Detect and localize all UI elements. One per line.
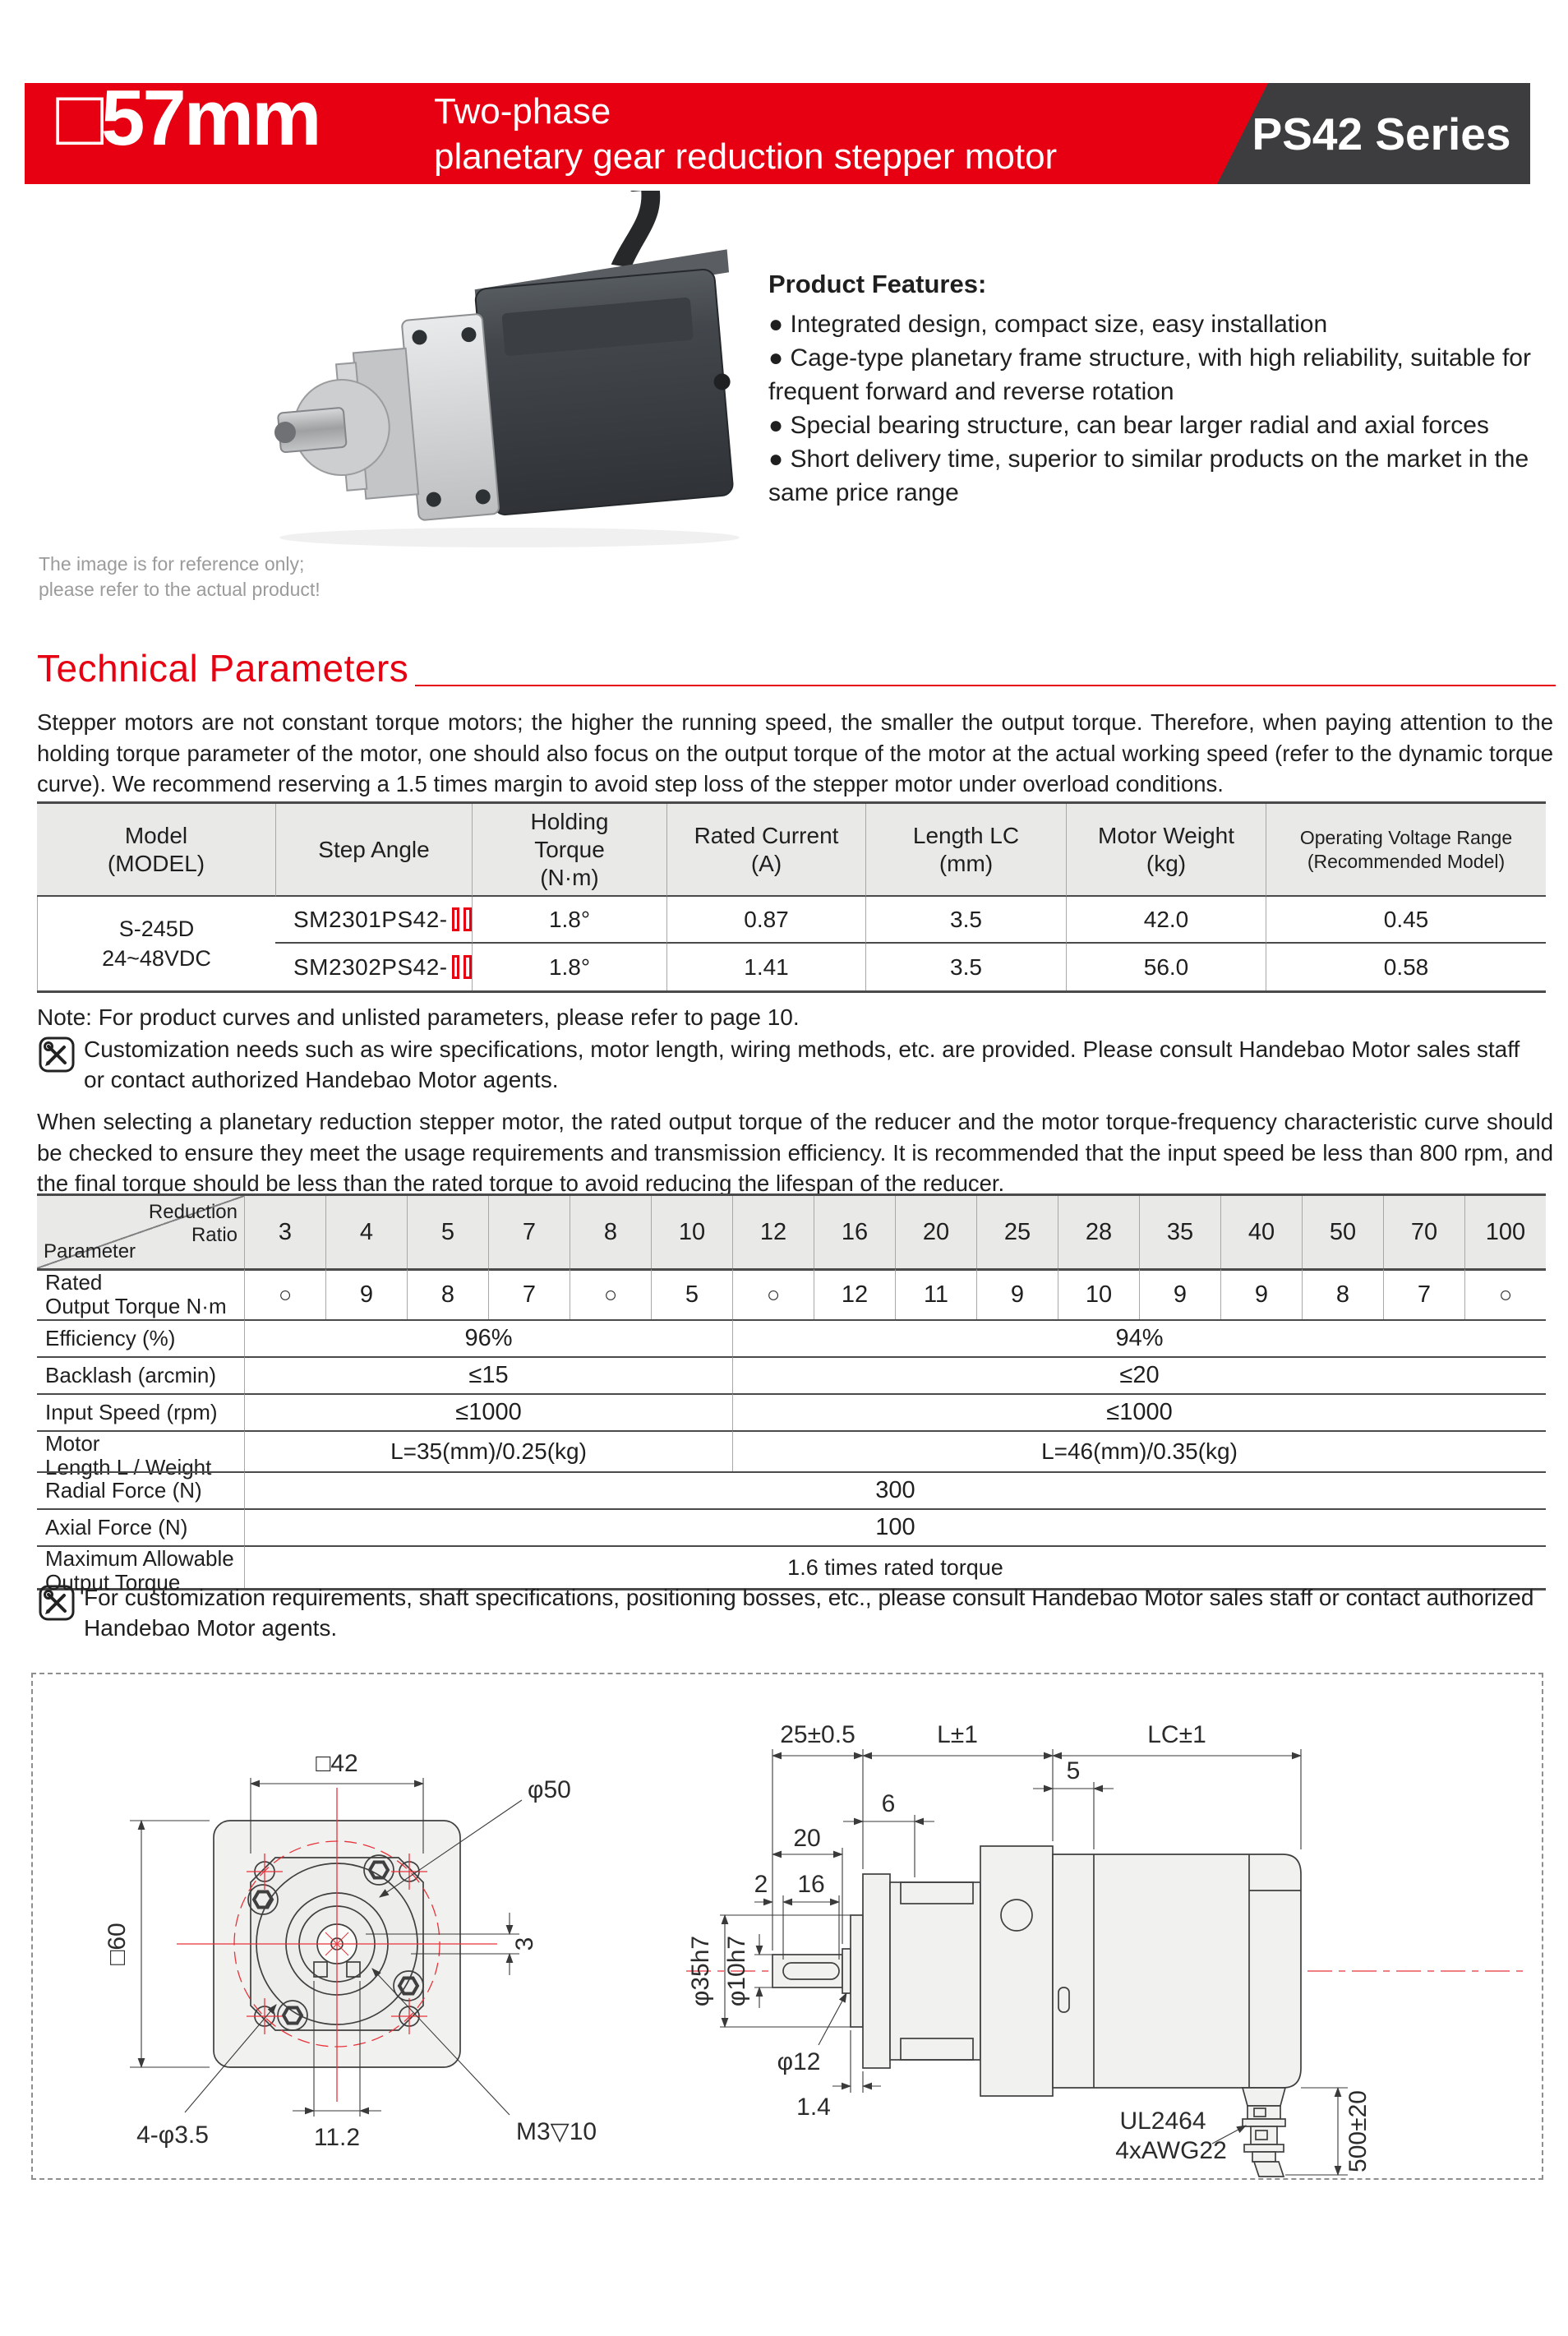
col-length-l2: (mm) (938, 850, 994, 876)
ratio-header: 12 (732, 1196, 814, 1268)
side-view-drawing (674, 1700, 1537, 2178)
length-cell: 42.0 (1066, 897, 1266, 944)
col-voltage-l1: Operating Voltage Range (1299, 826, 1513, 848)
model-cell (275, 897, 472, 944)
rated-value: 8 (1302, 1268, 1383, 1319)
ratio-header: 35 (1139, 1196, 1220, 1268)
ratio-header: 8 (570, 1196, 651, 1268)
rated-l2: Output Torque N·m (45, 1294, 227, 1318)
weight-cell: 0.45 (1266, 897, 1546, 944)
dim-2: 2 (754, 1871, 768, 1898)
customization-note-line1: Customization needs such as wire specifications, motor length, wiring methods, etc. are provided. Please consult Handebao Motor sales staff (84, 1036, 1520, 1062)
col-torque-l3: (N·m) (540, 864, 599, 890)
ratio-header: 16 (814, 1196, 895, 1268)
section-title: Technical Parameters (37, 647, 409, 690)
dim-1-4: 1.4 (796, 2094, 831, 2121)
dim-m3-depth: M3▽10 (516, 2118, 597, 2145)
voltage-model: S-245D (118, 916, 195, 941)
col-weight-l1: Motor Weight (1098, 822, 1234, 848)
col-weight-l2: (kg) (1146, 850, 1187, 876)
motor-assembly (255, 191, 748, 534)
photo-shadow (279, 528, 740, 547)
customization-icon (38, 1036, 76, 1073)
dim-4-holes: 4-φ3.5 (136, 2121, 209, 2149)
series-name: PS42 Series (1252, 108, 1511, 159)
dim-6: 6 (881, 1790, 896, 1817)
radial-force-value: 300 (244, 1471, 1546, 1508)
max-torque-value: 1.6 times rated torque (244, 1545, 1546, 1588)
rated-value: 7 (488, 1268, 570, 1319)
col-current-l2: (A) (750, 850, 782, 876)
backlash-label: Backlash (arcmin) (37, 1356, 244, 1393)
weight-cell: 0.58 (1266, 944, 1546, 990)
col-holding-torque (472, 804, 666, 897)
dim-5: 5 (1066, 1757, 1081, 1784)
axial-force-value: 100 (244, 1508, 1546, 1545)
dim-500: 500±20 (1344, 2090, 1372, 2172)
product-photo (238, 191, 764, 552)
max-torque-l2: Output Torque (45, 1570, 181, 1595)
efficiency-left: 96% (244, 1319, 732, 1356)
col-step-angle: Step Angle (275, 804, 472, 897)
rated-value: 9 (325, 1268, 407, 1319)
customization-icon (38, 1584, 76, 1622)
side-view-geometry (772, 1846, 1301, 2177)
dim-LC: LC±1 (1147, 1721, 1206, 1748)
voltage-cell (37, 897, 275, 990)
axial-force-label: Axial Force (N) (37, 1508, 244, 1545)
customization-note2-line2: Handebao Motor agents. (84, 1615, 338, 1641)
max-torque-l1: Maximum Allowable (45, 1546, 234, 1571)
torque-cell: 1.41 (666, 944, 865, 990)
intro-paragraph: Stepper motors are not constant torque motors; the higher the running speed, the smaller the output torque. Therefore, when paying attention to the holding torque parameter of the motor, one should also focus on the output torque of the motor at the actual working speed (refer to the dynamic torque curve). We recommend reserving a 1.5 times margin to avoid step loss of the stepper motor under overload conditions. (37, 709, 1553, 796)
rated-value: 5 (651, 1268, 732, 1319)
model-placeholder-square (452, 955, 460, 979)
rated-value: ○ (1464, 1268, 1546, 1319)
cable-spec-line1: UL2464 (1119, 2107, 1206, 2135)
ratio-header: 100 (1464, 1196, 1546, 1268)
rated-value: 10 (1058, 1268, 1139, 1319)
dim-phi50: φ50 (528, 1776, 571, 1803)
col-model (37, 804, 275, 897)
rated-value: 9 (1220, 1268, 1302, 1319)
model-placeholder-square (463, 907, 472, 931)
backlash-left: ≤15 (244, 1356, 732, 1393)
ratio-header: 7 (488, 1196, 570, 1268)
motor-length-l2: Length L / Weight (45, 1455, 212, 1480)
features-title: Product Features: (768, 270, 987, 298)
dim-11-2: 11.2 (313, 2124, 361, 2151)
col-model-l2: (MODEL) (107, 850, 205, 876)
customization-note-2 (84, 1582, 1555, 1643)
dim-20: 20 (793, 1825, 821, 1852)
col-rated-current (666, 804, 865, 897)
feature-item: ● Short delivery time, superior to similar products on the market in the same price range (768, 446, 1529, 506)
motor-length-right: L=46(mm)/0.35(kg) (732, 1430, 1546, 1471)
ratio-header: 4 (325, 1196, 407, 1268)
model-cell (275, 944, 472, 990)
input-speed-label: Input Speed (rpm) (37, 1393, 244, 1430)
current-cell: 3.5 (865, 944, 1066, 990)
dim-square42: □42 (316, 1750, 358, 1777)
feature-item: ● Integrated design, compact size, easy installation (768, 311, 1328, 338)
col-motor-weight (1066, 804, 1266, 897)
ratio-header: 5 (407, 1196, 488, 1268)
ratio-header: 3 (244, 1196, 325, 1268)
motor-length-label (37, 1430, 244, 1480)
reduction-ratio-table (37, 1193, 1546, 1595)
ratio-header: 20 (895, 1196, 976, 1268)
ratio-header: 70 (1383, 1196, 1464, 1268)
page-note: Note: For product curves and unlisted parameters, please refer to page 10. (37, 1004, 800, 1030)
ratio-header: 10 (651, 1196, 732, 1268)
cable-spec-line2: 4xAWG22 (1115, 2137, 1227, 2164)
rated-value: 7 (1383, 1268, 1464, 1319)
efficiency-right: 94% (732, 1319, 1546, 1356)
cable-gland (1243, 2088, 1285, 2177)
model-text: SM2302PS42- (293, 953, 448, 980)
rated-torque-label (37, 1268, 244, 1319)
customization-note-line2: or contact authorized Handebao Motor agents. (84, 1067, 559, 1092)
step-cell: 1.8° (472, 897, 666, 944)
efficiency-label: Efficiency (%) (37, 1319, 244, 1356)
input-speed-left: ≤1000 (244, 1393, 732, 1430)
customization-note2-line1: For customization requirements, shaft specifications, positioning bosses, etc., please consult Handebao Motor sales staff or contact authorized (84, 1585, 1534, 1610)
dim-25: 25±0.5 (780, 1721, 855, 1748)
header-subtitle (434, 89, 1057, 179)
feature-item: ● Cage-type planetary frame structure, with high reliability, suitable for frequent forward and reverse rotation (768, 344, 1531, 405)
corner-l1: Reduction (148, 1201, 238, 1223)
feature-item: ● Special bearing structure, can bear larger radial and axial forces (768, 412, 1489, 439)
col-current-l1: Rated Current (694, 822, 839, 848)
subtitle-line1: Two-phase (434, 91, 611, 132)
rated-value: ○ (570, 1268, 651, 1319)
col-length-l1: Length LC (912, 822, 1020, 848)
rated-value: 9 (1139, 1268, 1220, 1319)
col-voltage-range (1266, 804, 1546, 897)
customization-note (84, 1034, 1555, 1095)
radial-force-label: Radial Force (N) (37, 1471, 244, 1508)
ratio-header: 40 (1220, 1196, 1302, 1268)
model-text: SM2301PS42- (293, 906, 448, 932)
corner-cell (37, 1196, 244, 1268)
selection-paragraph: When selecting a planetary reduction stepper motor, the rated output torque of the reducer and the motor torque-frequency characteristic curve should be checked to ensure they meet the usage requirements and transmission efficiency. It is recommended that the input speed be less than 800 rpm, and the final torque should be less than the rated torque to avoid reducing the lifespan of the reducer. (37, 1109, 1553, 1196)
col-model-l1: Model (124, 822, 188, 848)
dim-16: 16 (797, 1871, 825, 1898)
rated-value: 12 (814, 1268, 895, 1319)
dim-phi12: φ12 (777, 2048, 821, 2075)
photo-disclaimer (39, 552, 321, 602)
header-band (25, 74, 1530, 184)
rated-value: ○ (244, 1268, 325, 1319)
input-speed-right: ≤1000 (732, 1393, 1546, 1430)
dim-phi10h7: φ10h7 (723, 1935, 750, 2007)
model-placeholder-square (463, 955, 472, 979)
dim-square60: □60 (104, 1923, 131, 1965)
step-cell: 1.8° (472, 944, 666, 990)
frame-size-title: □57mm (56, 74, 320, 162)
disclaimer-line2: please refer to the actual product! (39, 579, 321, 600)
corner-l2: Ratio (191, 1224, 238, 1246)
dim-3: 3 (511, 1937, 538, 1951)
torque-cell: 0.87 (666, 897, 865, 944)
backlash-right: ≤20 (732, 1356, 1546, 1393)
model-spec-table (37, 801, 1546, 993)
rated-value: 11 (895, 1268, 976, 1319)
ratio-header: 28 (1058, 1196, 1139, 1268)
current-cell: 3.5 (865, 897, 1066, 944)
product-features (768, 267, 1561, 510)
disclaimer-line1: The image is for reference only; (39, 553, 305, 575)
rated-l1: Rated (45, 1270, 103, 1295)
length-cell: 56.0 (1066, 944, 1266, 990)
rated-value: ○ (732, 1268, 814, 1319)
col-torque-l2: Torque (534, 836, 605, 862)
lead-wires (1254, 2162, 1284, 2177)
corner-reduction-ratio (149, 1201, 238, 1247)
motor-length-l1: Motor (45, 1431, 100, 1456)
ratio-header: 25 (976, 1196, 1058, 1268)
voltage-range: 24~48VDC (102, 946, 211, 971)
col-length-lc (865, 804, 1066, 897)
subtitle-line2: planetary gear reduction stepper motor (434, 136, 1058, 177)
section-rule (415, 685, 1556, 686)
dim-L: L±1 (937, 1721, 978, 1748)
model-placeholder-square (452, 907, 460, 931)
col-voltage-l2: (Recommended Model) (1307, 850, 1506, 872)
rated-value: 9 (976, 1268, 1058, 1319)
col-torque-l1: Holding (530, 808, 609, 834)
dim-phi35h7: φ35h7 (687, 1935, 714, 2007)
front-view-drawing (49, 1706, 657, 2166)
corner-parameter: Parameter (44, 1240, 136, 1263)
ratio-header: 50 (1302, 1196, 1383, 1268)
motor-cable (604, 191, 666, 270)
rated-value: 8 (407, 1268, 488, 1319)
motor-length-left: L=35(mm)/0.25(kg) (244, 1430, 732, 1471)
